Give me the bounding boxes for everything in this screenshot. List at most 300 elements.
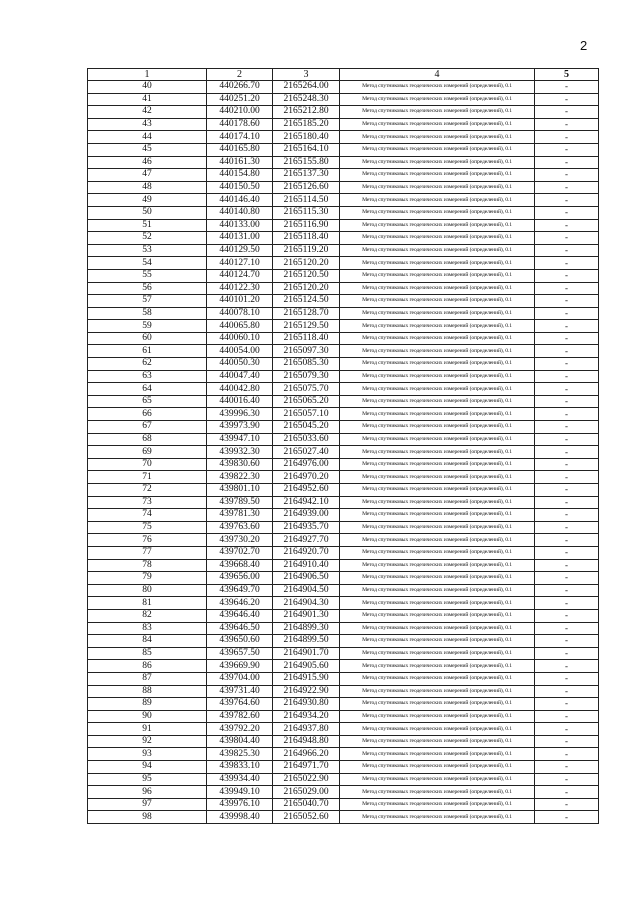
description-cell: - [535, 93, 599, 106]
table-row [88, 156, 599, 169]
y-coordinate-cell: 2165052.60 [273, 811, 340, 824]
description-cell: - [535, 244, 599, 257]
description-cell: - [535, 635, 599, 648]
point-number-cell: 85 [88, 647, 207, 660]
method-cell: Метод спутниковых геодезических измерений (определений), 0.1 [340, 131, 535, 144]
description-cell: - [535, 106, 599, 119]
y-coordinate-cell: 2165119.20 [273, 244, 340, 257]
table-row [88, 584, 599, 597]
table-row [88, 572, 599, 585]
point-number-cell: 40 [88, 81, 207, 94]
point-number-cell: 84 [88, 635, 207, 648]
method-cell: Метод спутниковых геодезических измерений (определений), 0.1 [340, 269, 535, 282]
y-coordinate-cell: 2165118.40 [273, 232, 340, 245]
description-cell: - [535, 345, 599, 358]
table-row [88, 244, 599, 257]
x-coordinate-cell: 440060.10 [207, 332, 273, 345]
y-coordinate-cell: 2164948.80 [273, 735, 340, 748]
x-coordinate-cell: 439763.60 [207, 521, 273, 534]
description-cell: - [535, 383, 599, 396]
y-coordinate-cell: 2164927.70 [273, 534, 340, 547]
y-coordinate-cell: 2165065.20 [273, 395, 340, 408]
y-coordinate-cell: 2164939.00 [273, 509, 340, 522]
table-row [88, 282, 599, 295]
x-coordinate-cell: 440251.20 [207, 93, 273, 106]
x-coordinate-cell: 440054.00 [207, 345, 273, 358]
point-number-cell: 76 [88, 534, 207, 547]
point-number-cell: 65 [88, 395, 207, 408]
method-cell: Метод спутниковых геодезических измерений (определений), 0.1 [340, 320, 535, 333]
point-number-cell: 92 [88, 735, 207, 748]
point-number-cell: 69 [88, 446, 207, 459]
table-row [88, 358, 599, 371]
y-coordinate-cell: 2164976.00 [273, 458, 340, 471]
y-coordinate-cell: 2164901.30 [273, 609, 340, 622]
y-coordinate-cell: 2165120.50 [273, 269, 340, 282]
coordinates-table [87, 68, 599, 824]
description-cell: - [535, 546, 599, 559]
point-number-cell: 98 [88, 811, 207, 824]
description-cell: - [535, 496, 599, 509]
x-coordinate-cell: 440165.80 [207, 143, 273, 156]
x-coordinate-cell: 439792.20 [207, 723, 273, 736]
point-number-cell: 86 [88, 660, 207, 673]
method-cell: Метод спутниковых геодезических измерений (определений), 0.1 [340, 509, 535, 522]
description-cell: - [535, 257, 599, 270]
x-coordinate-cell: 439646.20 [207, 597, 273, 610]
point-number-cell: 74 [88, 509, 207, 522]
method-cell: Метод спутниковых геодезических измерений (определений), 0.1 [340, 81, 535, 94]
table-row [88, 761, 599, 774]
y-coordinate-cell: 2165114.50 [273, 194, 340, 207]
method-cell: Метод спутниковых геодезических измерений (определений), 0.1 [340, 609, 535, 622]
y-coordinate-cell: 2165029.00 [273, 786, 340, 799]
point-number-cell: 50 [88, 206, 207, 219]
table-row [88, 169, 599, 182]
table-row [88, 295, 599, 308]
description-cell: - [535, 282, 599, 295]
y-coordinate-cell: 2164934.20 [273, 710, 340, 723]
point-number-cell: 60 [88, 332, 207, 345]
y-coordinate-cell: 2165128.70 [273, 307, 340, 320]
table-row [88, 307, 599, 320]
method-cell: Метод спутниковых геодезических измерений (определений), 0.1 [340, 773, 535, 786]
point-number-cell: 62 [88, 358, 207, 371]
table-row [88, 81, 599, 94]
table-row [88, 232, 599, 245]
y-coordinate-cell: 2164904.30 [273, 597, 340, 610]
method-cell: Метод спутниковых геодезических измерений (определений), 0.1 [340, 345, 535, 358]
point-number-cell: 81 [88, 597, 207, 610]
method-cell: Метод спутниковых геодезических измерений (определений), 0.1 [340, 534, 535, 547]
method-cell: Метод спутниковых геодезических измерений (определений), 0.1 [340, 383, 535, 396]
y-coordinate-cell: 2164899.30 [273, 622, 340, 635]
point-number-cell: 41 [88, 93, 207, 106]
table-row [88, 131, 599, 144]
y-coordinate-cell: 2165126.60 [273, 181, 340, 194]
y-coordinate-cell: 2164966.20 [273, 748, 340, 761]
column-header-4: 4 [340, 69, 535, 81]
description-cell: - [535, 131, 599, 144]
y-coordinate-cell: 2165027.40 [273, 446, 340, 459]
method-cell: Метод спутниковых геодезических измерений (определений), 0.1 [340, 559, 535, 572]
method-cell: Метод спутниковых геодезических измерений (определений), 0.1 [340, 93, 535, 106]
method-cell: Метод спутниковых геодезических измерений (определений), 0.1 [340, 735, 535, 748]
method-cell: Метод спутниковых геодезических измерений (определений), 0.1 [340, 811, 535, 824]
description-cell: - [535, 181, 599, 194]
table-row [88, 597, 599, 610]
table-row [88, 723, 599, 736]
y-coordinate-cell: 2165164.10 [273, 143, 340, 156]
point-number-cell: 97 [88, 798, 207, 811]
method-cell: Метод спутниковых геодезических измерений (определений), 0.1 [340, 748, 535, 761]
description-cell: - [535, 484, 599, 497]
x-coordinate-cell: 439704.00 [207, 672, 273, 685]
description-cell: - [535, 710, 599, 723]
point-number-cell: 52 [88, 232, 207, 245]
method-cell: Метод спутниковых геодезических измерений (определений), 0.1 [340, 421, 535, 434]
description-cell: - [535, 597, 599, 610]
description-cell: - [535, 458, 599, 471]
table-row [88, 257, 599, 270]
table-row [88, 811, 599, 824]
x-coordinate-cell: 440131.00 [207, 232, 273, 245]
description-cell: - [535, 395, 599, 408]
method-cell: Метод спутниковых геодезических измерений (определений), 0.1 [340, 622, 535, 635]
description-cell: - [535, 295, 599, 308]
column-header-3: 3 [273, 69, 340, 81]
x-coordinate-cell: 440065.80 [207, 320, 273, 333]
point-number-cell: 47 [88, 169, 207, 182]
point-number-cell: 68 [88, 433, 207, 446]
point-number-cell: 58 [88, 307, 207, 320]
method-cell: Метод спутниковых геодезических измерений (определений), 0.1 [340, 635, 535, 648]
point-number-cell: 80 [88, 584, 207, 597]
y-coordinate-cell: 2164935.70 [273, 521, 340, 534]
point-number-cell: 64 [88, 383, 207, 396]
x-coordinate-cell: 439782.60 [207, 710, 273, 723]
method-cell: Метод спутниковых геодезических измерений (определений), 0.1 [340, 660, 535, 673]
column-header-5: 5 [535, 69, 599, 81]
x-coordinate-cell: 440042.80 [207, 383, 273, 396]
x-coordinate-cell: 440122.30 [207, 282, 273, 295]
table-row [88, 118, 599, 131]
method-cell: Метод спутниковых геодезических измерений (определений), 0.1 [340, 710, 535, 723]
table-row [88, 735, 599, 748]
x-coordinate-cell: 439656.00 [207, 572, 273, 585]
x-coordinate-cell: 440050.30 [207, 358, 273, 371]
description-cell: - [535, 509, 599, 522]
point-number-cell: 83 [88, 622, 207, 635]
table-row [88, 521, 599, 534]
table-row [88, 332, 599, 345]
method-cell: Метод спутниковых геодезических измерений (определений), 0.1 [340, 395, 535, 408]
point-number-cell: 95 [88, 773, 207, 786]
x-coordinate-cell: 440124.70 [207, 269, 273, 282]
y-coordinate-cell: 2165057.10 [273, 408, 340, 421]
x-coordinate-cell: 439657.50 [207, 647, 273, 660]
point-number-cell: 90 [88, 710, 207, 723]
point-number-cell: 61 [88, 345, 207, 358]
point-number-cell: 54 [88, 257, 207, 270]
point-number-cell: 49 [88, 194, 207, 207]
description-cell: - [535, 320, 599, 333]
x-coordinate-cell: 440140.80 [207, 206, 273, 219]
description-cell: - [535, 660, 599, 673]
description-cell: - [535, 559, 599, 572]
description-cell: - [535, 81, 599, 94]
y-coordinate-cell: 2165022.90 [273, 773, 340, 786]
method-cell: Метод спутниковых геодезических измерений (определений), 0.1 [340, 307, 535, 320]
table-row [88, 433, 599, 446]
x-coordinate-cell: 439789.50 [207, 496, 273, 509]
y-coordinate-cell: 2164942.10 [273, 496, 340, 509]
x-coordinate-cell: 440101.20 [207, 295, 273, 308]
y-coordinate-cell: 2165033.60 [273, 433, 340, 446]
x-coordinate-cell: 440127.10 [207, 257, 273, 270]
description-cell: - [535, 622, 599, 635]
description-cell: - [535, 647, 599, 660]
y-coordinate-cell: 2164952.60 [273, 484, 340, 497]
x-coordinate-cell: 439669.90 [207, 660, 273, 673]
description-cell: - [535, 446, 599, 459]
description-cell: - [535, 811, 599, 824]
method-cell: Метод спутниковых геодезических измерений (определений), 0.1 [340, 761, 535, 774]
method-cell: Метод спутниковых геодезических измерений (определений), 0.1 [340, 546, 535, 559]
description-cell: - [535, 521, 599, 534]
description-cell: - [535, 471, 599, 484]
y-coordinate-cell: 2164899.50 [273, 635, 340, 648]
description-cell: - [535, 572, 599, 585]
table-row [88, 685, 599, 698]
table-row [88, 408, 599, 421]
table-row [88, 710, 599, 723]
description-cell: - [535, 269, 599, 282]
y-coordinate-cell: 2165115.30 [273, 206, 340, 219]
table-row [88, 798, 599, 811]
y-coordinate-cell: 2164920.70 [273, 546, 340, 559]
point-number-cell: 78 [88, 559, 207, 572]
point-number-cell: 70 [88, 458, 207, 471]
method-cell: Метод спутниковых геодезических измерений (определений), 0.1 [340, 156, 535, 169]
x-coordinate-cell: 440016.40 [207, 395, 273, 408]
description-cell: - [535, 307, 599, 320]
x-coordinate-cell: 440266.70 [207, 81, 273, 94]
method-cell: Метод спутниковых геодезических измерений (определений), 0.1 [340, 232, 535, 245]
y-coordinate-cell: 2165185.20 [273, 118, 340, 131]
description-cell: - [535, 206, 599, 219]
method-cell: Метод спутниковых геодезических измерений (определений), 0.1 [340, 206, 535, 219]
description-cell: - [535, 433, 599, 446]
table-row [88, 509, 599, 522]
x-coordinate-cell: 440178.60 [207, 118, 273, 131]
x-coordinate-cell: 439702.70 [207, 546, 273, 559]
header-row [88, 69, 599, 81]
description-cell: - [535, 748, 599, 761]
table-row [88, 647, 599, 660]
y-coordinate-cell: 2165097.30 [273, 345, 340, 358]
point-number-cell: 67 [88, 421, 207, 434]
table-row [88, 446, 599, 459]
description-cell: - [535, 698, 599, 711]
y-coordinate-cell: 2165120.20 [273, 282, 340, 295]
description-cell: - [535, 219, 599, 232]
table-row [88, 660, 599, 673]
y-coordinate-cell: 2165085.30 [273, 358, 340, 371]
point-number-cell: 51 [88, 219, 207, 232]
point-number-cell: 56 [88, 282, 207, 295]
method-cell: Метод спутниковых геодезических измерений (определений), 0.1 [340, 672, 535, 685]
method-cell: Метод спутниковых геодезических измерений (определений), 0.1 [340, 295, 535, 308]
y-coordinate-cell: 2165155.80 [273, 156, 340, 169]
method-cell: Метод спутниковых геодезических измерений (определений), 0.1 [340, 106, 535, 119]
point-number-cell: 93 [88, 748, 207, 761]
method-cell: Метод спутниковых геодезических измерений (определений), 0.1 [340, 521, 535, 534]
description-cell: - [535, 156, 599, 169]
table-row [88, 622, 599, 635]
table-row [88, 395, 599, 408]
table-row [88, 484, 599, 497]
description-cell: - [535, 798, 599, 811]
point-number-cell: 87 [88, 672, 207, 685]
description-cell: - [535, 118, 599, 131]
x-coordinate-cell: 439833.10 [207, 761, 273, 774]
y-coordinate-cell: 2164901.70 [273, 647, 340, 660]
x-coordinate-cell: 439830.60 [207, 458, 273, 471]
table-row [88, 786, 599, 799]
y-coordinate-cell: 2165079.30 [273, 370, 340, 383]
y-coordinate-cell: 2165120.20 [273, 257, 340, 270]
table-row [88, 143, 599, 156]
table-row [88, 559, 599, 572]
x-coordinate-cell: 440174.10 [207, 131, 273, 144]
point-number-cell: 66 [88, 408, 207, 421]
y-coordinate-cell: 2164971.70 [273, 761, 340, 774]
method-cell: Метод спутниковых геодезических измерений (определений), 0.1 [340, 786, 535, 799]
point-number-cell: 42 [88, 106, 207, 119]
description-cell: - [535, 332, 599, 345]
point-number-cell: 82 [88, 609, 207, 622]
description-cell: - [535, 143, 599, 156]
point-number-cell: 57 [88, 295, 207, 308]
column-header-1: 1 [88, 69, 207, 81]
point-number-cell: 96 [88, 786, 207, 799]
table-row [88, 698, 599, 711]
x-coordinate-cell: 439998.40 [207, 811, 273, 824]
table-row [88, 773, 599, 786]
method-cell: Метод спутниковых геодезических измерений (определений), 0.1 [340, 257, 535, 270]
table-row [88, 219, 599, 232]
description-cell: - [535, 773, 599, 786]
method-cell: Метод спутниковых геодезических измерений (определений), 0.1 [340, 584, 535, 597]
table-row [88, 93, 599, 106]
method-cell: Метод спутниковых геодезических измерений (определений), 0.1 [340, 358, 535, 371]
method-cell: Метод спутниковых геодезических измерений (определений), 0.1 [340, 408, 535, 421]
method-cell: Метод спутниковых геодезических измерений (определений), 0.1 [340, 723, 535, 736]
y-coordinate-cell: 2164915.90 [273, 672, 340, 685]
x-coordinate-cell: 440133.00 [207, 219, 273, 232]
method-cell: Метод спутниковых геодезических измерений (определений), 0.1 [340, 433, 535, 446]
y-coordinate-cell: 2164922.90 [273, 685, 340, 698]
table-row [88, 672, 599, 685]
x-coordinate-cell: 439947.10 [207, 433, 273, 446]
point-number-cell: 59 [88, 320, 207, 333]
method-cell: Метод спутниковых геодезических измерений (определений), 0.1 [340, 282, 535, 295]
point-number-cell: 79 [88, 572, 207, 585]
y-coordinate-cell: 2165137.30 [273, 169, 340, 182]
x-coordinate-cell: 440146.40 [207, 194, 273, 207]
method-cell: Метод спутниковых геодезических измерений (определений), 0.1 [340, 181, 535, 194]
point-number-cell: 72 [88, 484, 207, 497]
point-number-cell: 45 [88, 143, 207, 156]
x-coordinate-cell: 440078.10 [207, 307, 273, 320]
description-cell: - [535, 609, 599, 622]
method-cell: Метод спутниковых геодезических измерений (определений), 0.1 [340, 597, 535, 610]
table-body [88, 81, 599, 824]
y-coordinate-cell: 2164905.60 [273, 660, 340, 673]
point-number-cell: 48 [88, 181, 207, 194]
x-coordinate-cell: 439934.40 [207, 773, 273, 786]
point-number-cell: 44 [88, 131, 207, 144]
x-coordinate-cell: 439781.30 [207, 509, 273, 522]
table-row [88, 609, 599, 622]
table-row [88, 534, 599, 547]
x-coordinate-cell: 440154.80 [207, 169, 273, 182]
x-coordinate-cell: 440129.50 [207, 244, 273, 257]
point-number-cell: 77 [88, 546, 207, 559]
x-coordinate-cell: 439822.30 [207, 471, 273, 484]
method-cell: Метод спутниковых геодезических измерений (определений), 0.1 [340, 572, 535, 585]
x-coordinate-cell: 439646.40 [207, 609, 273, 622]
y-coordinate-cell: 2165264.00 [273, 81, 340, 94]
method-cell: Метод спутниковых геодезических измерений (определений), 0.1 [340, 194, 535, 207]
point-number-cell: 43 [88, 118, 207, 131]
description-cell: - [535, 358, 599, 371]
method-cell: Метод спутниковых геодезических измерений (определений), 0.1 [340, 647, 535, 660]
description-cell: - [535, 232, 599, 245]
y-coordinate-cell: 2165045.20 [273, 421, 340, 434]
method-cell: Метод спутниковых геодезических измерений (определений), 0.1 [340, 458, 535, 471]
description-cell: - [535, 408, 599, 421]
description-cell: - [535, 735, 599, 748]
y-coordinate-cell: 2164904.50 [273, 584, 340, 597]
table-row [88, 370, 599, 383]
method-cell: Метод спутниковых геодезических измерений (определений), 0.1 [340, 685, 535, 698]
y-coordinate-cell: 2164910.40 [273, 559, 340, 572]
method-cell: Метод спутниковых геодезических измерений (определений), 0.1 [340, 798, 535, 811]
method-cell: Метод спутниковых геодезических измерений (определений), 0.1 [340, 143, 535, 156]
y-coordinate-cell: 2165212.80 [273, 106, 340, 119]
page-number: 2 [580, 38, 588, 53]
table-row [88, 383, 599, 396]
y-coordinate-cell: 2165116.90 [273, 219, 340, 232]
point-number-cell: 75 [88, 521, 207, 534]
method-cell: Метод спутниковых геодезических измерений (определений), 0.1 [340, 219, 535, 232]
method-cell: Метод спутниковых геодезических измерений (определений), 0.1 [340, 471, 535, 484]
table-row [88, 421, 599, 434]
method-cell: Метод спутниковых геодезических измерений (определений), 0.1 [340, 169, 535, 182]
description-cell: - [535, 761, 599, 774]
table-row [88, 345, 599, 358]
x-coordinate-cell: 439804.40 [207, 735, 273, 748]
method-cell: Метод спутниковых геодезических измерений (определений), 0.1 [340, 446, 535, 459]
description-cell: - [535, 421, 599, 434]
column-header-2: 2 [207, 69, 273, 81]
point-number-cell: 53 [88, 244, 207, 257]
x-coordinate-cell: 439650.60 [207, 635, 273, 648]
x-coordinate-cell: 439949.10 [207, 786, 273, 799]
y-coordinate-cell: 2165248.30 [273, 93, 340, 106]
